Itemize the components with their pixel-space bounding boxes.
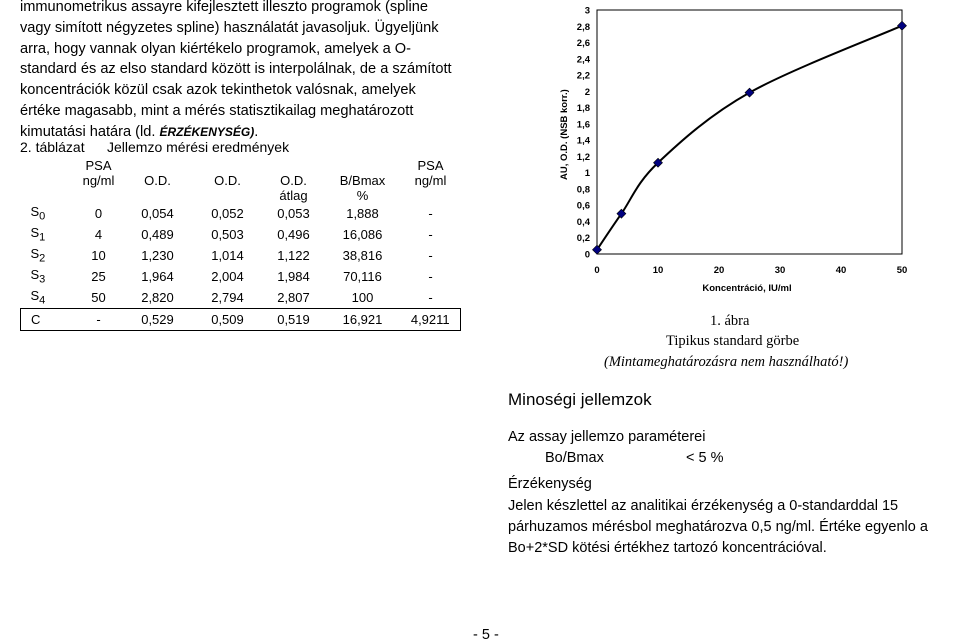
y-tick-label: 0,2	[576, 233, 590, 245]
y-tick-label: 3	[584, 5, 590, 17]
table-cell: -	[428, 290, 433, 305]
y-tick-labels	[577, 6, 591, 261]
row-label	[21, 287, 75, 309]
y-tick-label: 1	[584, 168, 590, 180]
header-cell	[21, 173, 75, 188]
table-cell: 2,004	[211, 269, 244, 284]
intro-paragraph	[20, 0, 472, 143]
table-cell: -	[428, 227, 433, 242]
table-cell: 16,086	[342, 227, 383, 242]
intro-line: értéke magasabb, mint a mérés statisztikailag meghatározott	[20, 102, 414, 119]
y-tick-label: 1,8	[576, 103, 590, 115]
header-cell: átlag	[279, 188, 308, 203]
header-cell	[325, 158, 401, 173]
header-cell	[401, 188, 461, 203]
intro-line: vagy simított négyzetes spline) használatát javasoljuk. Ügyeljünk	[20, 19, 439, 36]
table-cell: 50	[91, 290, 106, 305]
table-cell: 0,503	[211, 227, 244, 242]
y-tick-label: 1,6	[576, 119, 590, 131]
table-cell: 25	[91, 269, 106, 284]
row-label	[21, 309, 75, 331]
x-tick-label: 0	[594, 265, 600, 276]
row-label-sub: 1	[39, 231, 46, 244]
chart-ylabel: AU, O.D. (NSB korr.)	[559, 89, 570, 180]
header-cell	[21, 188, 75, 203]
header-cell: O.D.	[214, 173, 241, 188]
standard-curve-chart	[545, 0, 935, 300]
table-cell: 0,509	[193, 309, 263, 331]
y-tick-label: 2,8	[576, 21, 590, 33]
y-tick-label: 2,4	[576, 54, 590, 66]
table-cell: 2,794	[211, 290, 244, 305]
param-name: Bo/Bmax	[545, 450, 604, 466]
table-cell: 0,529	[123, 309, 193, 331]
intro-line: koncentrációk közül csak azok tekinthetok valósnak, amelyek	[20, 82, 416, 99]
intro-last-suffix: .	[254, 123, 259, 140]
intro-last-prefix: kimutatási határa (ld.	[20, 123, 160, 140]
header-cell	[193, 158, 263, 173]
chart-xlabel: Koncentráció, IU/ml	[702, 283, 792, 294]
header-cell	[21, 158, 75, 173]
header-cell: ng/ml	[414, 173, 447, 188]
table-cell: 2,807	[277, 290, 310, 305]
table-cell: 1,122	[277, 248, 310, 263]
intro-line: immunometrikus assayre kifejlesztett illeszto programok (spline	[20, 0, 428, 15]
table-cell: 0	[94, 206, 103, 221]
table-row	[21, 245, 461, 266]
header-cell	[75, 188, 123, 203]
table-cell: 1,014	[211, 248, 244, 263]
row-label	[21, 203, 75, 224]
row-label	[21, 266, 75, 287]
row-label-sub: 0	[39, 210, 46, 223]
x-tick-labels	[594, 265, 907, 276]
row-label-text: S	[30, 267, 40, 283]
data-point	[745, 88, 754, 97]
x-tick-label: 20	[713, 265, 725, 276]
table-caption-number: 2. táblázat	[20, 139, 85, 155]
quality-heading: Minoségi jellemzok	[508, 390, 652, 409]
figure-caption-note: (Mintameghatározásra nem használható!)	[604, 354, 849, 370]
table-cell: 16,921	[325, 309, 401, 331]
row-label-text: S	[30, 204, 40, 220]
intro-line: standard és az elso standard között is interpolálnak, de a számított	[20, 61, 452, 78]
table-cell: 0,496	[277, 227, 310, 242]
table-cell: 4	[94, 227, 103, 242]
header-cell	[123, 188, 193, 203]
sensitivity-line: Jelen készlettel az analitikai érzékenység a 0-standarddal 15	[508, 498, 899, 514]
table-cell: -	[428, 248, 433, 263]
table-row	[21, 224, 461, 245]
param-value: < 5 %	[686, 450, 724, 466]
data-point	[898, 21, 907, 30]
table-cell: 1,964	[141, 269, 174, 284]
header-cell: PSA	[85, 158, 112, 173]
table-cell: 1,984	[277, 269, 310, 284]
table-header-row	[21, 188, 461, 203]
table-cell: 2,820	[141, 290, 174, 305]
header-cell	[263, 158, 325, 173]
page-number: - 5 -	[473, 627, 499, 643]
row-label-sub: 2	[39, 252, 46, 265]
header-cell: PSA	[417, 158, 444, 173]
header-cell: ng/ml	[82, 173, 115, 188]
header-cell	[193, 188, 263, 203]
x-tick-label: 30	[774, 265, 786, 276]
table-cell: 100	[351, 290, 374, 305]
table-row-control	[21, 309, 461, 331]
header-cell: O.D.	[280, 173, 307, 188]
series-line	[597, 26, 902, 250]
results-table	[20, 158, 461, 331]
table-cell: 0,052	[211, 206, 244, 221]
row-label-text: S	[30, 288, 40, 304]
y-tick-label: 0,6	[576, 200, 590, 212]
series-group	[593, 21, 907, 254]
row-label-text: C	[31, 312, 41, 327]
row-label-sub: 4	[39, 294, 46, 307]
y-tick-label: 0,4	[576, 216, 590, 228]
y-tick-label: 0,8	[576, 184, 590, 196]
sensitivity-line: párhuzamos mérésbol meghatározva 0,5 ng/ml. Értéke egyenlo a	[508, 519, 928, 535]
plot-area	[597, 10, 902, 254]
table-cell: -	[428, 269, 433, 284]
table-cell: 70,116	[343, 269, 382, 284]
row-label-text: S	[30, 225, 40, 241]
header-cell	[123, 158, 193, 173]
header-cell: O.D.	[144, 173, 171, 188]
table-cell: 0,054	[141, 206, 174, 221]
y-tick-label: 0	[584, 249, 590, 261]
table-cell: 4,9211	[401, 309, 461, 331]
sensitivity-line: Bo+2*SD kötési értékhez tartozó koncentrációval.	[508, 540, 827, 556]
table-row	[21, 287, 461, 309]
table-cell: -	[428, 206, 433, 221]
header-cell: B/Bmax	[339, 173, 386, 188]
x-tick-label: 40	[835, 265, 847, 276]
table-row	[21, 203, 461, 224]
y-tick-label: 2,2	[576, 70, 590, 82]
table-header-row	[21, 173, 461, 188]
table-caption-title: Jellemzo mérési eredmények	[107, 139, 290, 155]
intro-line: arra, hogy vannak olyan kiértékelo programok, amelyek a O-	[20, 40, 411, 57]
table-cell: 10	[91, 248, 106, 263]
x-tick-label: 10	[652, 265, 664, 276]
y-tick-label: 1,2	[576, 151, 590, 163]
table-cell: 0,489	[141, 227, 174, 242]
sensitivity-reference: ÉRZÉKENYSÉG)	[159, 124, 255, 139]
params-heading: Az assay jellemzo paraméterei	[508, 429, 706, 445]
table-cell: 0,519	[263, 309, 325, 331]
table-cell: 1,888	[346, 206, 379, 221]
table-cell: -	[75, 309, 123, 331]
table-row	[21, 266, 461, 287]
row-label-sub: 3	[39, 273, 46, 286]
header-cell: %	[356, 188, 369, 203]
y-tick-label: 2,6	[576, 38, 590, 50]
y-tick-label: 2	[584, 86, 590, 98]
table-cell: 0,053	[277, 206, 310, 221]
y-tick-label: 1,4	[576, 135, 590, 147]
table-cell: 1,230	[141, 248, 174, 263]
table-header-row	[21, 158, 461, 173]
row-label	[21, 245, 75, 266]
row-label	[21, 224, 75, 245]
sensitivity-text	[508, 496, 958, 559]
figure-caption-title: Tipikus standard görbe	[666, 333, 800, 349]
figure-caption-label: 1. ábra	[710, 313, 750, 329]
table-cell: 38,816	[342, 248, 383, 263]
sensitivity-heading: Érzékenység	[508, 476, 592, 492]
x-tick-label: 50	[896, 265, 908, 276]
row-label-text: S	[30, 246, 40, 262]
